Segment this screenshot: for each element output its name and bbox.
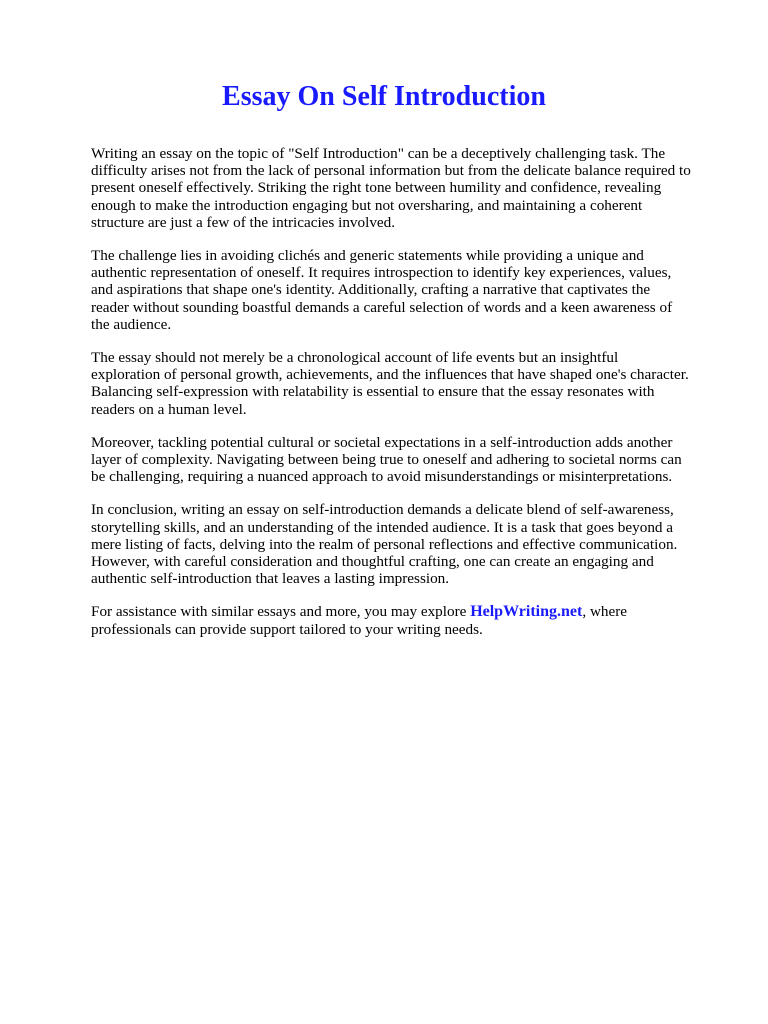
paragraph-5: In conclusion, writing an essay on self-introduction demands a delicate blend of self-awareness, storytelling skills, and an understanding of the intended audience. It is a task that goes beyond a mere listing of facts, delving into the realm of personal reflections and effective communication. However, with careful consideration and thoughtful crafting, one can create an engaging and authentic self-introduction that leaves a lasting impression. <box>91 501 678 588</box>
helpwriting-link[interactable]: HelpWriting.net <box>470 603 583 621</box>
paragraph-3: The essay should not merely be a chronological account of life events but an insightful exploration of personal growth, achievements, and the influences that have shaped one's character. Balancing self-expression with relatability is essential to ensure that the essay resonates with readers on a human level. <box>91 349 689 418</box>
paragraph-1: Writing an essay on the topic of "Self Introduction" can be a deceptively challenging task. The difficulty arises not from the lack of personal information but from the delicate balance required to present oneself effectively. Striking the right tone between humility and confidence, revealing enough to make the introduction engaging but not oversharing, and maintaining a coherent structure are just a few of the intricacies involved. <box>91 145 691 231</box>
paragraph-2: The challenge lies in avoiding clichés and generic statements while providing a unique and authentic representation of oneself. It requires introspection to identify key experiences, values, and aspirations that shape one's identity. Additionally, crafting a narrative that captivates the reader without sounding boastful demands a careful selection of words and a keen awareness of the audience. <box>91 247 673 333</box>
closing-text-after-link: , where professionals can provide support tailored to your writing needs. <box>91 603 628 638</box>
paragraph-4: Moreover, tackling potential cultural or societal expectations in a self-introduction adds another layer of complexity. Navigating between being true to oneself and adhering to societal norms can be challenging, requiring a nuanced approach to avoid misunderstandings or misinterpretations. <box>91 433 682 486</box>
document-title: Essay On Self Introduction <box>222 81 546 112</box>
document-body <box>91 145 691 654</box>
closing-text-before-link: For assistance with similar essays and more, you may explore <box>91 603 471 621</box>
closing-paragraph <box>91 603 691 637</box>
